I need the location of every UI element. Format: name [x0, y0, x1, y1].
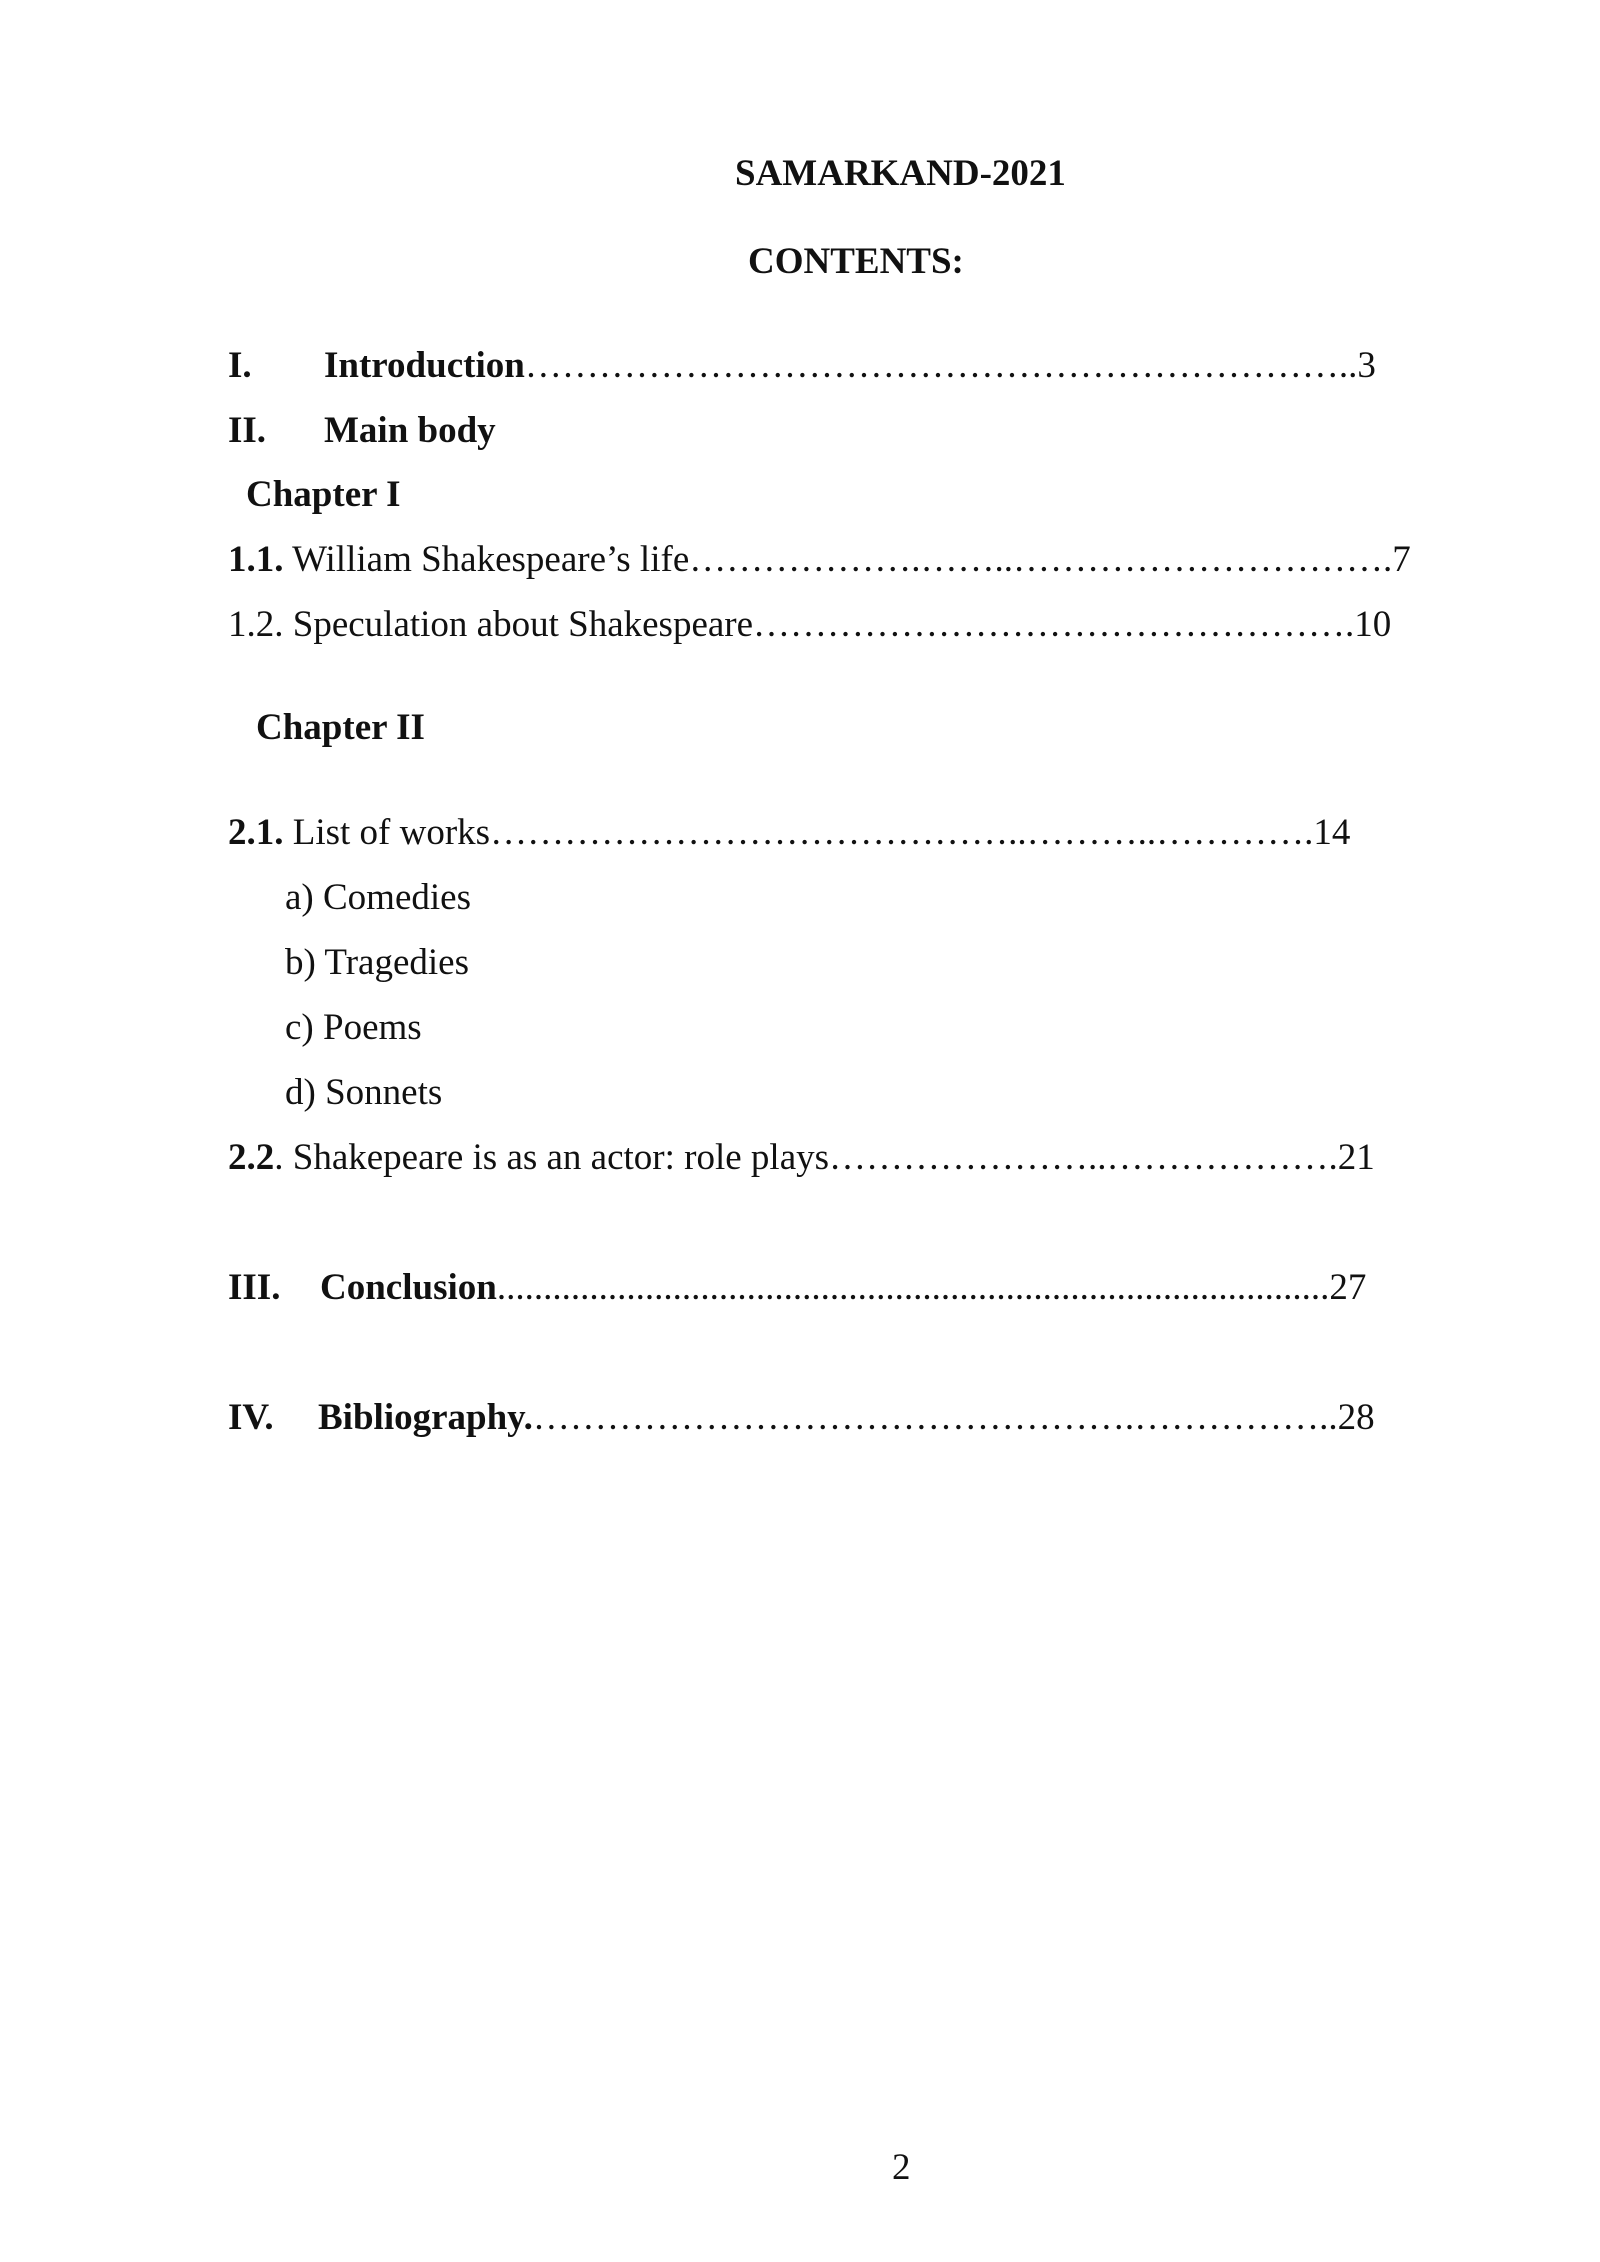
- toc-page: 21: [1337, 1137, 1375, 1178]
- toc-number: I.: [228, 345, 252, 386]
- page-number: 2: [892, 2147, 911, 2188]
- toc-leader: …………………..……………….: [829, 1137, 1338, 1178]
- toc-title: 1.2. Speculation about Shakespeare: [228, 604, 754, 645]
- place-year-heading: SAMARKAND-2021: [735, 153, 1066, 194]
- toc-number: IV.: [228, 1397, 274, 1438]
- toc-title: List of works: [283, 812, 491, 853]
- toc-subitem-comedies: a) Comedies: [285, 877, 471, 918]
- toc-leader: …………………………………………: [753, 604, 1346, 645]
- toc-title: . Shakepeare is as an actor: role plays: [274, 1137, 830, 1178]
- toc-entry-2-1: [228, 811, 1350, 855]
- toc-title: Main body: [324, 410, 496, 451]
- toc-page: 28: [1337, 1397, 1375, 1438]
- toc-entry-bibliography: [228, 1396, 1375, 1440]
- toc-number: III.: [228, 1267, 281, 1308]
- toc-entry-2-2: [228, 1136, 1375, 1180]
- toc-page: 7: [1392, 539, 1411, 580]
- toc-number: 2.1.: [228, 812, 284, 853]
- toc-page: 27: [1329, 1267, 1367, 1308]
- toc-leader: ……………………………………..………..………….: [490, 812, 1314, 853]
- toc-leader: …………………………………………………………..: [524, 345, 1358, 386]
- toc-title: Bibliography.: [318, 1397, 533, 1438]
- toc-subitem-tragedies: b) Tragedies: [285, 942, 469, 983]
- toc-subitem-sonnets: d) Sonnets: [285, 1072, 443, 1113]
- chapter-2-heading: Chapter II: [256, 707, 425, 748]
- toc-subitem-poems: c) Poems: [285, 1007, 422, 1048]
- toc-leader: ……………….……..………………………….: [689, 539, 1393, 580]
- toc-entry-1-1: [228, 538, 1411, 582]
- contents-title: CONTENTS:: [748, 241, 964, 282]
- toc-entry-1-2: [228, 603, 1391, 647]
- toc-title: William Shakespeare’s life: [283, 539, 690, 580]
- toc-page: 3: [1357, 345, 1376, 386]
- toc-leader: ………………………………………….……………..: [532, 1397, 1338, 1438]
- toc-entry-introduction: [228, 344, 1376, 388]
- toc-page: .10: [1345, 604, 1392, 645]
- toc-title: Conclusion: [320, 1267, 497, 1308]
- toc-number: II.: [228, 410, 267, 451]
- toc-title: Introduction: [324, 345, 525, 386]
- toc-number: 2.2: [228, 1137, 275, 1178]
- chapter-1-heading: Chapter I: [246, 474, 401, 515]
- toc-page: 14: [1313, 812, 1351, 853]
- toc-leader: ..........................................................................................: [496, 1267, 1330, 1308]
- toc-number: 1.1.: [228, 539, 284, 580]
- toc-entry-main-body: [228, 409, 496, 453]
- toc-entry-conclusion: [228, 1266, 1366, 1310]
